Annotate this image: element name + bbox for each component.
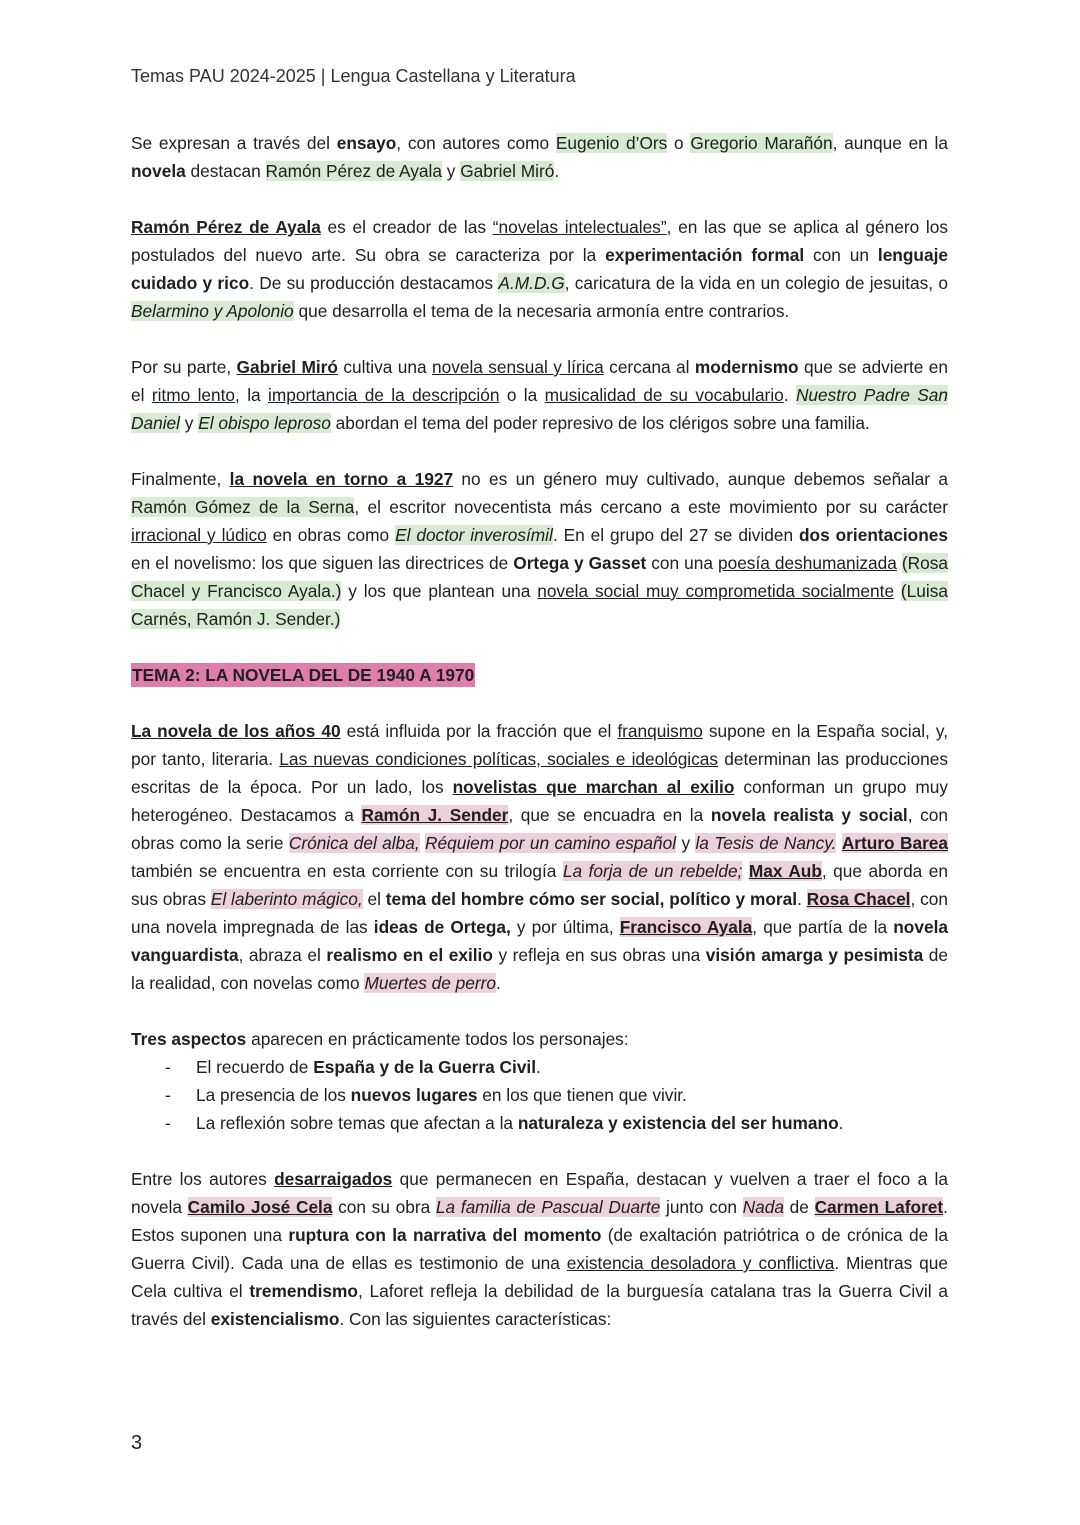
underlined-text: “novelas intelectuales” — [492, 217, 667, 237]
bold-text: lenguaje cuidado y rico — [131, 245, 948, 293]
text: y refleja en sus obras una — [492, 945, 706, 965]
bold-text: realismo en el exilio — [326, 945, 493, 965]
text: , abraza el — [238, 945, 327, 965]
text: no es un género muy cultivado, aunque debemos señalar a — [453, 469, 948, 489]
work-title: La familia de Pascual Duarte — [435, 1197, 661, 1217]
paragraph-novela-40 — [131, 717, 948, 997]
page-header: Temas PAU 2024-2025 | Lengua Castellana y Literatura — [131, 66, 576, 86]
text: de — [784, 1197, 815, 1217]
text: abordan el tema del poder represivo de los clérigos sobre una familia. — [330, 413, 870, 433]
text: La presencia de los — [196, 1085, 351, 1105]
text: y — [676, 833, 696, 853]
text: . Estos suponen una — [131, 1197, 948, 1245]
paragraph-novela-1927 — [131, 465, 948, 633]
text: . En el grupo del 27 se dividen — [552, 525, 799, 545]
work-title: El laberinto mágico, — [210, 889, 363, 909]
bold-text: existencialismo — [210, 1309, 340, 1329]
list-item — [165, 1081, 948, 1109]
bold-text: España y de la Guerra Civil — [313, 1057, 537, 1077]
work-title: la Tesis de Nancy. — [695, 833, 837, 853]
work-title: Crónica del alba, — [288, 833, 420, 853]
text: , que aborda en sus obras — [131, 861, 948, 909]
underlined-text: existencia desoladora y conflictiva — [566, 1253, 835, 1273]
text: . — [783, 385, 796, 405]
text: , con obras como la serie — [131, 805, 949, 853]
underlined-text: ritmo lento — [151, 385, 236, 405]
underlined-text: Las nuevas condiciones políticas, sociales e ideológicas — [279, 749, 719, 769]
underlined-text: novela sensual y lírica — [431, 357, 604, 377]
list-item — [165, 1053, 948, 1081]
text: , que se encuadra en la — [508, 805, 711, 825]
text: . — [536, 1057, 541, 1077]
underlined-text: franquismo — [617, 721, 703, 741]
text: Por su parte, — [131, 357, 237, 377]
bold-text: naturaleza y existencia del ser humano — [517, 1113, 839, 1133]
text: destacan — [185, 161, 266, 181]
bold-text: tremendismo — [249, 1281, 358, 1301]
highlighted-author: Carmen Laforet — [814, 1197, 944, 1217]
text: determinan las producciones escritas de la época. Por un lado, los — [131, 749, 948, 797]
work-title: Muertes de perro — [364, 973, 497, 993]
text: en el novelismo: los que siguen las directrices de — [131, 553, 514, 573]
text: , aunque en la — [832, 133, 948, 153]
bold-text: tema del hombre cómo ser social, político y moral — [385, 889, 798, 909]
text: con una — [646, 553, 718, 573]
text: aparecen en prácticamente todos los personajes: — [246, 1029, 629, 1049]
bold-text: ideas de Ortega, — [373, 917, 511, 937]
bold-text: Ortega y Gasset — [513, 553, 647, 573]
page-number: 3 — [131, 1432, 143, 1454]
text: en obras como — [266, 525, 396, 545]
bold-text: novela vanguardista — [131, 917, 948, 965]
text: , con una novela impregnada de las — [131, 889, 948, 937]
underlined-text: musicalidad de su vocabulario — [544, 385, 784, 405]
work-title: La forja de un rebelde; — [562, 861, 743, 881]
highlighted-author: Ramón Pérez de Ayala — [265, 161, 442, 181]
text: o — [667, 133, 691, 153]
bold-text: dos orientaciones — [799, 525, 948, 545]
highlighted-author: Max Aub — [748, 861, 822, 881]
paragraph-perez-de-ayala — [131, 213, 948, 325]
work-title: A.M.D.G — [498, 273, 565, 293]
text: , en las que se aplica al género los postulados del nuevo arte. Su obra se caracteriza por la — [131, 217, 948, 265]
highlighted-author: (Luisa Carnés, Ramón J. Sender.) — [131, 581, 948, 629]
text: que desarrolla el tema de la necesaria armonía entre contrarios. — [293, 301, 790, 321]
bold-text: Tres aspectos — [131, 1029, 247, 1049]
work-title: Nuestro Padre San Daniel — [131, 385, 949, 433]
text: , Laforet refleja la debilidad de la burguesía catalana tras la Guerra Civil a través del — [131, 1281, 948, 1329]
work-title: Belarmino y Apolonio — [131, 301, 294, 321]
text: está influida por la fracción que el — [340, 721, 618, 741]
text: . — [554, 161, 560, 181]
paragraph-tres-aspectos — [131, 1025, 948, 1053]
text — [742, 861, 748, 881]
text: con su obra — [332, 1197, 436, 1217]
bold-text: nuevos lugares — [350, 1085, 478, 1105]
text: que se advierte en el — [131, 357, 948, 405]
text: , la — [235, 385, 269, 405]
section-lead: La novela de los años 40 — [131, 721, 341, 741]
text: el — [362, 889, 386, 909]
bold-underlined-text: desarraigados — [274, 1169, 393, 1189]
page-content — [131, 129, 948, 1361]
work-title: El doctor inverosímil — [395, 525, 553, 545]
section-lead: la novela en torno a 1927 — [229, 469, 454, 489]
author-name: Ramón Pérez de Ayala — [131, 217, 321, 237]
highlighted-author: Gregorio Marañón — [690, 133, 833, 153]
highlighted-author: Rosa Chacel — [806, 889, 911, 909]
paragraph-desarraigados — [131, 1165, 948, 1333]
text: , caricatura de la vida en un colegio de jesuitas, o — [564, 273, 949, 293]
list-item — [165, 1109, 948, 1137]
work-title: El obispo leproso — [198, 413, 331, 433]
text: (de exaltación patriótrica o de crónica de la Guerra Civil). Cada una de ellas es testimonio de una — [131, 1225, 948, 1273]
bold-text: visión amarga y pesimista — [705, 945, 924, 965]
bold-text: novela realista y social — [710, 805, 908, 825]
text: que permanecen en España, destacan y vuelven a traer el foco a la novela — [131, 1169, 948, 1217]
text — [894, 581, 901, 601]
paragraph-gabriel-miro — [131, 353, 948, 437]
text: . — [496, 973, 501, 993]
bold-text: experimentación formal — [605, 245, 805, 265]
highlighted-author: Arturo Barea — [841, 833, 949, 853]
text: y los que plantean una — [341, 581, 538, 601]
text: Entre los autores — [131, 1169, 275, 1189]
section-heading-wrapper — [131, 661, 948, 689]
text: Se expresan a través del — [131, 133, 337, 153]
bold-underlined-text: novelistas que marchan al exilio — [452, 777, 735, 797]
underlined-text: novela social muy comprometida socialmente — [537, 581, 895, 601]
section-heading: TEMA 2: LA NOVELA DEL DE 1940 A 1970 — [132, 665, 475, 685]
text — [836, 833, 841, 853]
text: conforman un grupo muy heterogéneo. Destacamos a — [131, 777, 949, 825]
bold-text: ruptura con la narrativa del momento — [288, 1225, 602, 1245]
work-title: Nada — [742, 1197, 784, 1217]
text: . De su producción destacamos — [249, 273, 499, 293]
highlighted-author: Eugenio d’Ors — [555, 133, 668, 153]
text: también se encuentra en esta corriente con su trilogía — [131, 861, 563, 881]
text: Finalmente, — [131, 469, 230, 489]
bold-text: modernismo — [694, 357, 799, 377]
underlined-text: poesía deshumanizada — [717, 553, 897, 573]
text: o la — [499, 385, 545, 405]
bold-text: ensayo — [336, 133, 397, 153]
author-name: Gabriel Miró — [236, 357, 338, 377]
highlighted-author: Gabriel Miró — [460, 161, 555, 181]
text: y por última, — [510, 917, 620, 937]
highlighted-author: Camilo José Cela — [187, 1197, 333, 1217]
highlighted-author: Francisco Ayala — [619, 917, 753, 937]
text: con un — [804, 245, 878, 265]
text: El recuerdo de — [196, 1057, 314, 1077]
text: , que partía de la — [752, 917, 894, 937]
highlighted-author: (Rosa Chacel y Francisco Ayala.) — [131, 553, 949, 601]
text: . Con las siguientes características: — [339, 1309, 612, 1329]
work-title: Réquiem por un camino español — [425, 833, 677, 853]
underlined-text: importancia de la descripción — [268, 385, 500, 405]
text: La reflexión sobre temas que afectan a la — [196, 1113, 518, 1133]
text: y — [180, 413, 199, 433]
highlighted-author: Ramón Gómez de la Serna — [131, 497, 355, 517]
highlighted-author: Ramón J. Sender — [361, 805, 509, 825]
text: supone en la España social, y, por tanto, literaria. — [131, 721, 948, 769]
text: . — [797, 889, 807, 909]
paragraph-ensayo — [131, 129, 948, 185]
text: cultiva una — [337, 357, 432, 377]
bold-text: novela — [131, 161, 186, 181]
text: es el creador de las — [320, 217, 493, 237]
text: . — [838, 1113, 844, 1133]
underlined-text: irracional y lúdico — [131, 525, 267, 545]
text: y — [441, 161, 461, 181]
text: en los que tienen que vivir. — [477, 1085, 687, 1105]
text: , el escritor novecentista más cercano a este movimiento por su carácter — [354, 497, 948, 517]
text: de la realidad, con novelas como — [131, 945, 949, 993]
text: junto con — [660, 1197, 743, 1217]
text: . Mientras que Cela cultiva el — [131, 1253, 948, 1301]
aspects-list — [131, 1053, 948, 1137]
text: , con autores como — [396, 133, 556, 153]
text: cercana al — [603, 357, 695, 377]
